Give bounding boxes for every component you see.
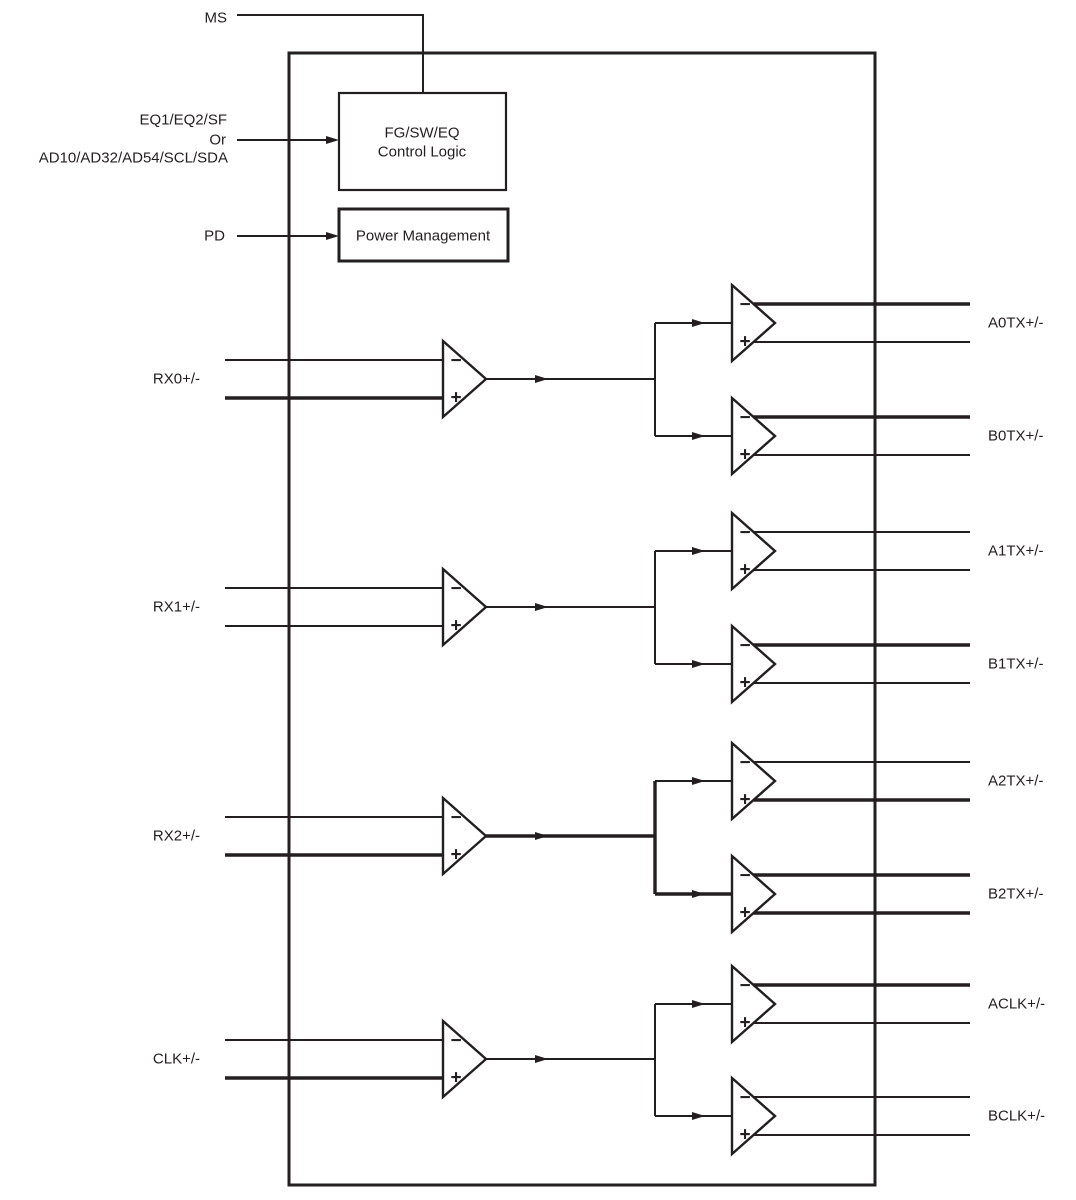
output-port-label: B1TX+/- — [988, 655, 1044, 673]
output-port-label: B0TX+/- — [988, 427, 1044, 445]
output-port-label: A0TX+/- — [988, 314, 1044, 332]
power-management-block — [339, 209, 508, 261]
power-management-label: Power Management — [355, 227, 491, 245]
output-port-label: BCLK+/- — [988, 1107, 1046, 1125]
input-port-label: RX2+/- — [152, 827, 200, 845]
control-logic-label-line2: Control Logic — [377, 143, 467, 161]
eq-label-line3: AD10/AD32/AD54/SCL/SDA — [38, 149, 228, 167]
control-logic-block — [339, 93, 506, 190]
eq-label-line2: Or — [209, 131, 226, 149]
input-port-label: RX0+/- — [152, 370, 200, 388]
pd-label: PD — [204, 227, 225, 245]
signal-repeater-block-diagram: − + MS EQ1/EQ2/SF Or AD10/AD32/AD54/SCL/SDA PD FG/SW/EQ Control Logic Power Management RX0+/- A0TX+/- B0TX+/- RX1+/- A1TX+/- B1TX+/- RX2+/- A2TX+/- B2TX+/- CLK+/- ACLK+/- BCLK+/- — [0, 0, 1076, 1200]
output-port-label: B2TX+/- — [988, 885, 1044, 903]
output-port-label: ACLK+/- — [988, 995, 1046, 1013]
control-logic-box — [339, 93, 506, 190]
input-port-label: CLK+/- — [152, 1050, 200, 1068]
eq-label-line1: EQ1/EQ2/SF — [139, 111, 227, 129]
output-port-label: A2TX+/- — [988, 772, 1044, 790]
input-port-label: RX1+/- — [152, 598, 200, 616]
output-port-label: A1TX+/- — [988, 542, 1044, 560]
control-logic-label-line1: FG/SW/EQ — [384, 124, 460, 142]
ms-label: MS — [204, 9, 227, 27]
